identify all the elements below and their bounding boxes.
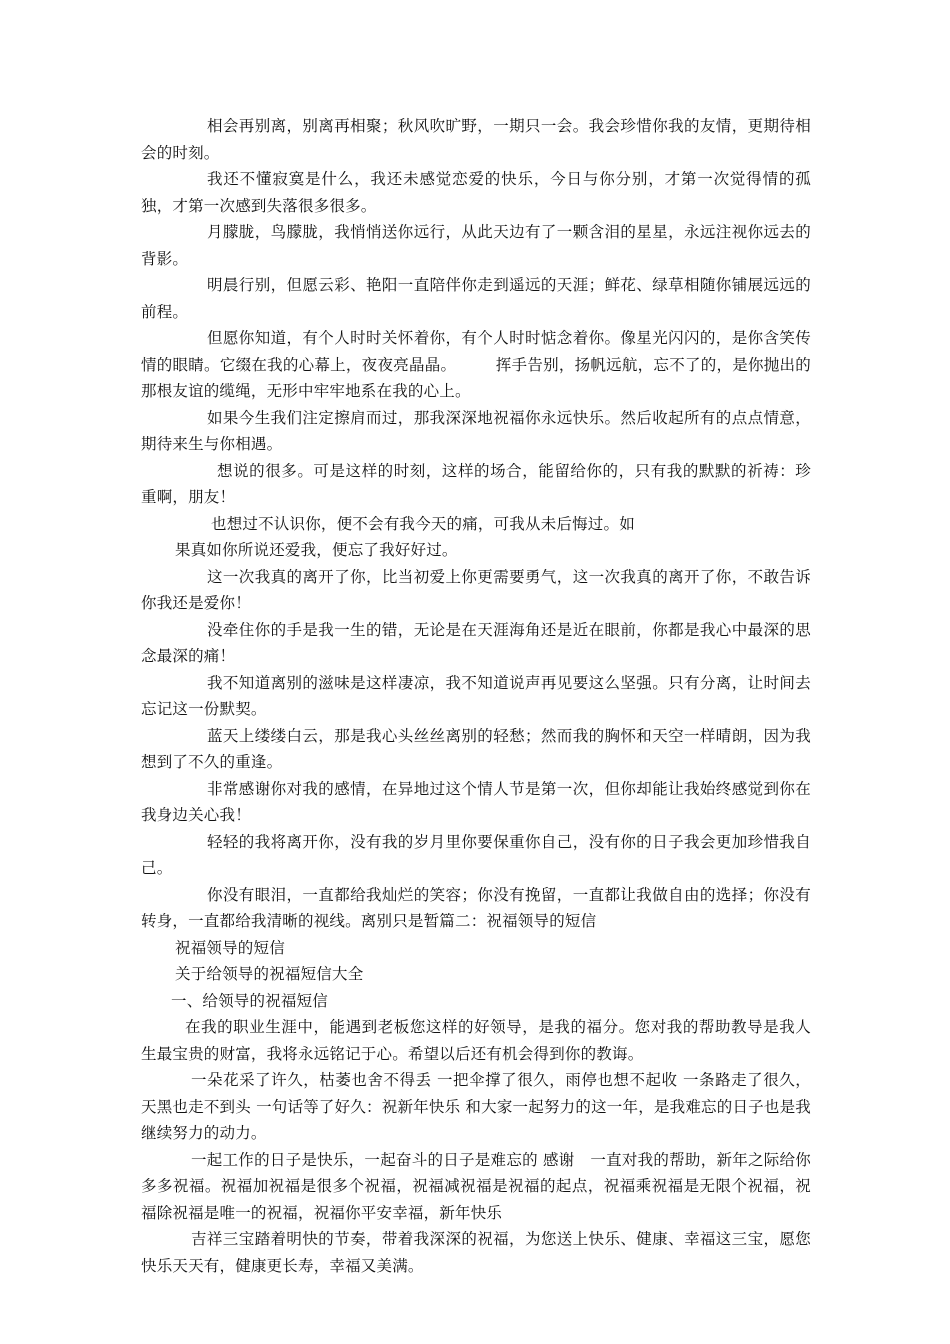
paragraph: 月朦胧，鸟朦胧，我悄悄送你远行，从此天边有了一颗含泪的星星，永远注视你远去的背影。 — [141, 223, 811, 268]
paragraph: 想说的很多。可是这样的时刻，这样的场合，能留给你的，只有我的默默的祈祷：珍重啊，朋友！ — [141, 461, 811, 506]
paragraph: 一朵花采了许久，枯萎也舍不得丢 一把伞撑了很久，雨停也想不起收 一条路走了很久，天黑也走不到头 一句话等了好久：祝新年快乐 和大家一起努力的这一年，是我难忘的日子也是我继续努力的动力。 — [141, 1071, 811, 1142]
paragraph: 我还不懂寂寞是什么，我还未感觉恋爱的快乐，今日与你分别，才第一次觉得情的孤独，才第一次感到失落很多很多。 — [141, 170, 811, 215]
document-body — [141, 113, 811, 1279]
section-heading: 祝福领导的短信 — [175, 938, 285, 957]
paragraph: 果真如你所说还爱我，便忘了我好好过。 — [175, 541, 458, 559]
section-heading: 关于给领导的祝福短信大全 — [175, 965, 364, 983]
section-heading: 一、给领导的祝福短信 — [171, 991, 329, 1010]
paragraph: 一起工作的日子是快乐，一起奋斗的日子是难忘的 感谢 一直对我的帮助，新年之际给你多多祝福。祝福加祝福是很多个祝福，祝福减祝福是祝福的起点，祝福乘祝福是无限个祝福，祝福除祝福是唯一的祝福，祝福你平安幸福，新年快乐 — [141, 1150, 811, 1222]
paragraph: 这一次我真的离开了你，比当初爱上你更需要勇气，这一次我真的离开了你，不敢告诉你我还是爱你！ — [141, 567, 811, 612]
paragraph: 我不知道离别的滋味是这样凄凉，我不知道说声再见要这么坚强。只有分离，让时间去忘记这一份默契。 — [141, 673, 811, 718]
paragraph: 你没有眼泪，一直都给我灿烂的笑容；你没有挽留，一直都让我做自由的选择；你没有转身，一直都给我清晰的视线。离别只是暂篇二：祝福领导的短信 — [141, 885, 811, 930]
paragraph: 没牵住你的手是我一生的错，无论是在天涯海角还是近在眼前，你都是我心中最深的思念最深的痛！ — [141, 620, 811, 665]
paragraph: 也想过不认识你，便不会有我今天的痛，可我从未后悔过。如 — [211, 514, 635, 533]
paragraph: 蓝天上缕缕白云，那是我心头丝丝离别的轻愁；然而我的胸怀和天空一样晴朗，因为我想到了不久的重逢。 — [141, 726, 811, 771]
paragraph: 相会再别离，别离再相聚；秋风吹旷野，一期只一会。我会珍惜你我的友情，更期待相会的时刻。 — [141, 117, 811, 162]
paragraph: 非常感谢你对我的感情，在异地过这个情人节是第一次，但你却能让我始终感觉到你在我身边关心我！ — [141, 779, 811, 824]
paragraph: 但愿你知道，有个人时时关怀着你，有个人时时惦念着你。像星光闪闪的，是你含笑传情的眼睛。它缀在我的心幕上，夜夜亮晶晶。 挥手告别，扬帆远航，忘不了的，是你抛出的那根友谊的缆绳，无形中牢牢地系在我的心上。 — [141, 329, 811, 400]
paragraph: 在我的职业生涯中，能遇到老板您这样的好领导，是我的福分。您对我的帮助教导是我人生最宝贵的财富，我将永远铭记于心。希望以后还有机会得到你的教诲。 — [141, 1018, 811, 1063]
paragraph: 吉祥三宝踏着明快的节奏，带着我深深的祝福，为您送上快乐、健康、幸福这三宝，愿您快乐天天有，健康更长寿，幸福又美满。 — [141, 1230, 811, 1275]
paragraph: 如果今生我们注定擦肩而过，那我深深地祝福你永远快乐。然后收起所有的点点情意，期待来生与你相遇。 — [141, 408, 811, 453]
paragraph: 明晨行别，但愿云彩、艳阳一直陪伴你走到遥远的天涯；鲜花、绿草相随你铺展远远的前程。 — [141, 276, 811, 321]
paragraph: 轻轻的我将离开你，没有我的岁月里你要保重你自己，没有你的日子我会更加珍惜我自己。 — [141, 832, 811, 877]
